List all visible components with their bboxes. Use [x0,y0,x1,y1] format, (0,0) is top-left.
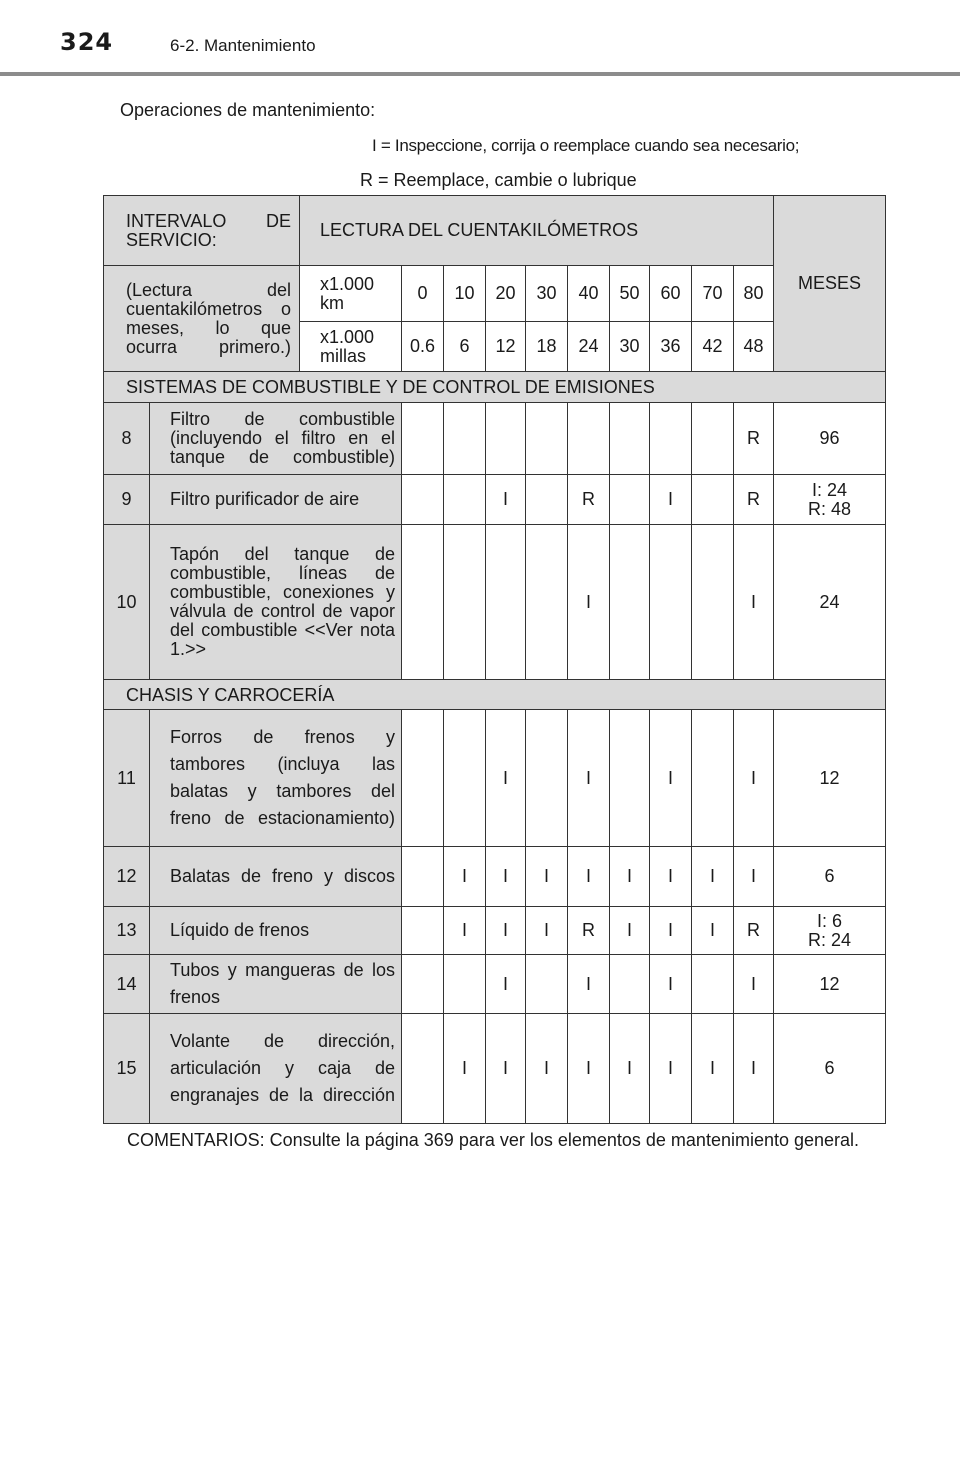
km-value: 0 [402,266,444,322]
interval-cell: I [568,1014,610,1124]
km-value: 50 [610,266,650,322]
interval-cell [444,525,486,680]
interval-cell [444,955,486,1014]
interval-cell [444,475,486,525]
interval-cell: R [734,907,774,955]
interval-cell [692,525,734,680]
interval-cell: I [486,1014,526,1124]
km-value: 40 [568,266,610,322]
interval-cell: I [486,475,526,525]
interval-cell [402,907,444,955]
interval-cell: I [610,847,650,907]
mile-value: 6 [444,322,486,372]
header-rule [0,72,960,76]
interval-cell: R [734,403,774,475]
interval-cell: R [568,907,610,955]
item-number: 10 [104,525,150,680]
odometer-header: LECTURA DEL CUENTAKILÓMETROS [300,196,774,266]
interval-cell [650,525,692,680]
interval-cell [610,710,650,847]
interval-cell: I [526,847,568,907]
legend-inspect: I = Inspeccione, corrija o reemplace cuando sea necesario; [372,136,800,155]
item-number: 15 [104,1014,150,1124]
interval-cell: I [444,1014,486,1124]
unit-km: x1.000 km [300,266,402,322]
interval-cell: R [568,475,610,525]
interval-cell [402,710,444,847]
interval-cell [610,403,650,475]
months-value: 12 [774,955,886,1014]
interval-cell: I [692,907,734,955]
mile-value: 0.6 [402,322,444,372]
interval-cell [650,403,692,475]
interval-cell [692,475,734,525]
months-value: I: 24 R: 48 [774,475,886,525]
interval-cell: I [444,847,486,907]
interval-note: (Lectura del cuentakilómetros o meses, lo que ocurra primero.) [104,266,300,372]
mile-value: 24 [568,322,610,372]
km-value: 10 [444,266,486,322]
header-row-1 [104,196,886,266]
table-row [104,403,886,475]
item-number: 12 [104,847,150,907]
interval-cell [402,403,444,475]
section-row-chassis [104,680,886,710]
interval-cell: I [568,710,610,847]
interval-cell [486,403,526,475]
item-number: 13 [104,907,150,955]
interval-cell [444,710,486,847]
mile-value: 42 [692,322,734,372]
table-row [104,847,886,907]
interval-cell: I [734,525,774,680]
interval-cell: I [568,955,610,1014]
interval-cell: I [650,710,692,847]
interval-cell [568,403,610,475]
km-value: 80 [734,266,774,322]
interval-cell [692,403,734,475]
section-row-fuel [104,372,886,403]
km-value: 70 [692,266,734,322]
interval-cell [610,525,650,680]
item-description: Líquido de frenos [150,907,402,955]
interval-cell [526,710,568,847]
interval-cell: I [486,847,526,907]
interval-cell [692,955,734,1014]
item-description: Filtro purificador de aire [150,475,402,525]
table-row [104,1014,886,1124]
km-value: 60 [650,266,692,322]
legend-replace: R = Reemplace, cambie o lubrique [360,170,637,190]
interval-cell: I [692,1014,734,1124]
interval-cell [402,955,444,1014]
comments-note: COMENTARIOS: Consulte la página 369 para ver los elementos de mantenimiento general. [127,1130,860,1150]
mile-value: 12 [486,322,526,372]
interval-cell: I [734,1014,774,1124]
km-value: 20 [486,266,526,322]
interval-cell [486,525,526,680]
months-value: 12 [774,710,886,847]
mile-value: 18 [526,322,568,372]
interval-cell: I [486,710,526,847]
mile-value: 48 [734,322,774,372]
intro-text: Operaciones de mantenimiento: [120,100,376,120]
interval-cell: I [444,907,486,955]
interval-cell [444,403,486,475]
fuel-section-rows [104,403,886,680]
interval-cell: I [650,1014,692,1124]
interval-cell [402,847,444,907]
interval-cell: I [734,955,774,1014]
interval-cell [610,955,650,1014]
interval-cell: I [486,907,526,955]
interval-cell [692,710,734,847]
months-value: 96 [774,403,886,475]
item-description: Forros de frenos y tambores (incluya las balatas y tambores del freno de estacionamiento) [150,710,402,847]
interval-cell: I [650,907,692,955]
interval-cell [402,525,444,680]
interval-cell [526,475,568,525]
item-description: Filtro de combustible (incluyendo el filtro en el tanque de combustible) [150,403,402,475]
interval-cell: I [650,955,692,1014]
months-value: 24 [774,525,886,680]
table-row [104,955,886,1014]
interval-cell: I [568,525,610,680]
mile-value: 36 [650,322,692,372]
item-description: Volante de dirección, articulación y caja de engranajes de la dirección [150,1014,402,1124]
interval-cell: I [526,907,568,955]
table-row [104,525,886,680]
section-chassis-label: CHASIS Y CARROCERÍA [104,680,886,710]
interval-cell [526,525,568,680]
months-value: 6 [774,847,886,907]
interval-cell [526,403,568,475]
interval-cell: I [526,1014,568,1124]
interval-cell: I [568,847,610,907]
maintenance-table [103,195,886,1124]
unit-miles: x1.000 millas [300,322,402,372]
km-value: 30 [526,266,568,322]
interval-cell [526,955,568,1014]
table-row [104,907,886,955]
interval-cell: I [692,847,734,907]
interval-cell: I [650,475,692,525]
interval-cell [402,1014,444,1124]
item-description: Tubos y mangueras de los frenos [150,955,402,1014]
months-header: MESES [774,196,886,372]
table-row [104,710,886,847]
interval-cell [402,475,444,525]
service-interval-label: INTERVALO DE SERVICIO: [126,210,292,250]
chassis-section-rows [104,710,886,1124]
interval-cell: R [734,475,774,525]
table-row [104,475,886,525]
months-value: I: 6 R: 24 [774,907,886,955]
section-fuel-label: SISTEMAS DE COMBUSTIBLE Y DE CONTROL DE EMISIONES [104,372,886,403]
interval-cell: I [486,955,526,1014]
interval-cell: I [610,1014,650,1124]
item-description: Tapón del tanque de combustible, líneas de combustible, conexiones y válvula de control de vapor del combustible <<Ver nota 1.>> [150,525,402,680]
section-title: 6-2. Mantenimiento [170,36,316,55]
service-interval-header [104,196,300,266]
item-number: 14 [104,955,150,1014]
item-number: 11 [104,710,150,847]
interval-cell: I [734,847,774,907]
interval-cell: I [734,710,774,847]
item-number: 9 [104,475,150,525]
item-number: 8 [104,403,150,475]
page-number: 324 [60,28,114,56]
interval-cell [610,475,650,525]
mile-value: 30 [610,322,650,372]
interval-cell: I [650,847,692,907]
months-value: 6 [774,1014,886,1124]
item-description: Balatas de freno y discos [150,847,402,907]
interval-cell: I [610,907,650,955]
km-row [104,266,886,322]
